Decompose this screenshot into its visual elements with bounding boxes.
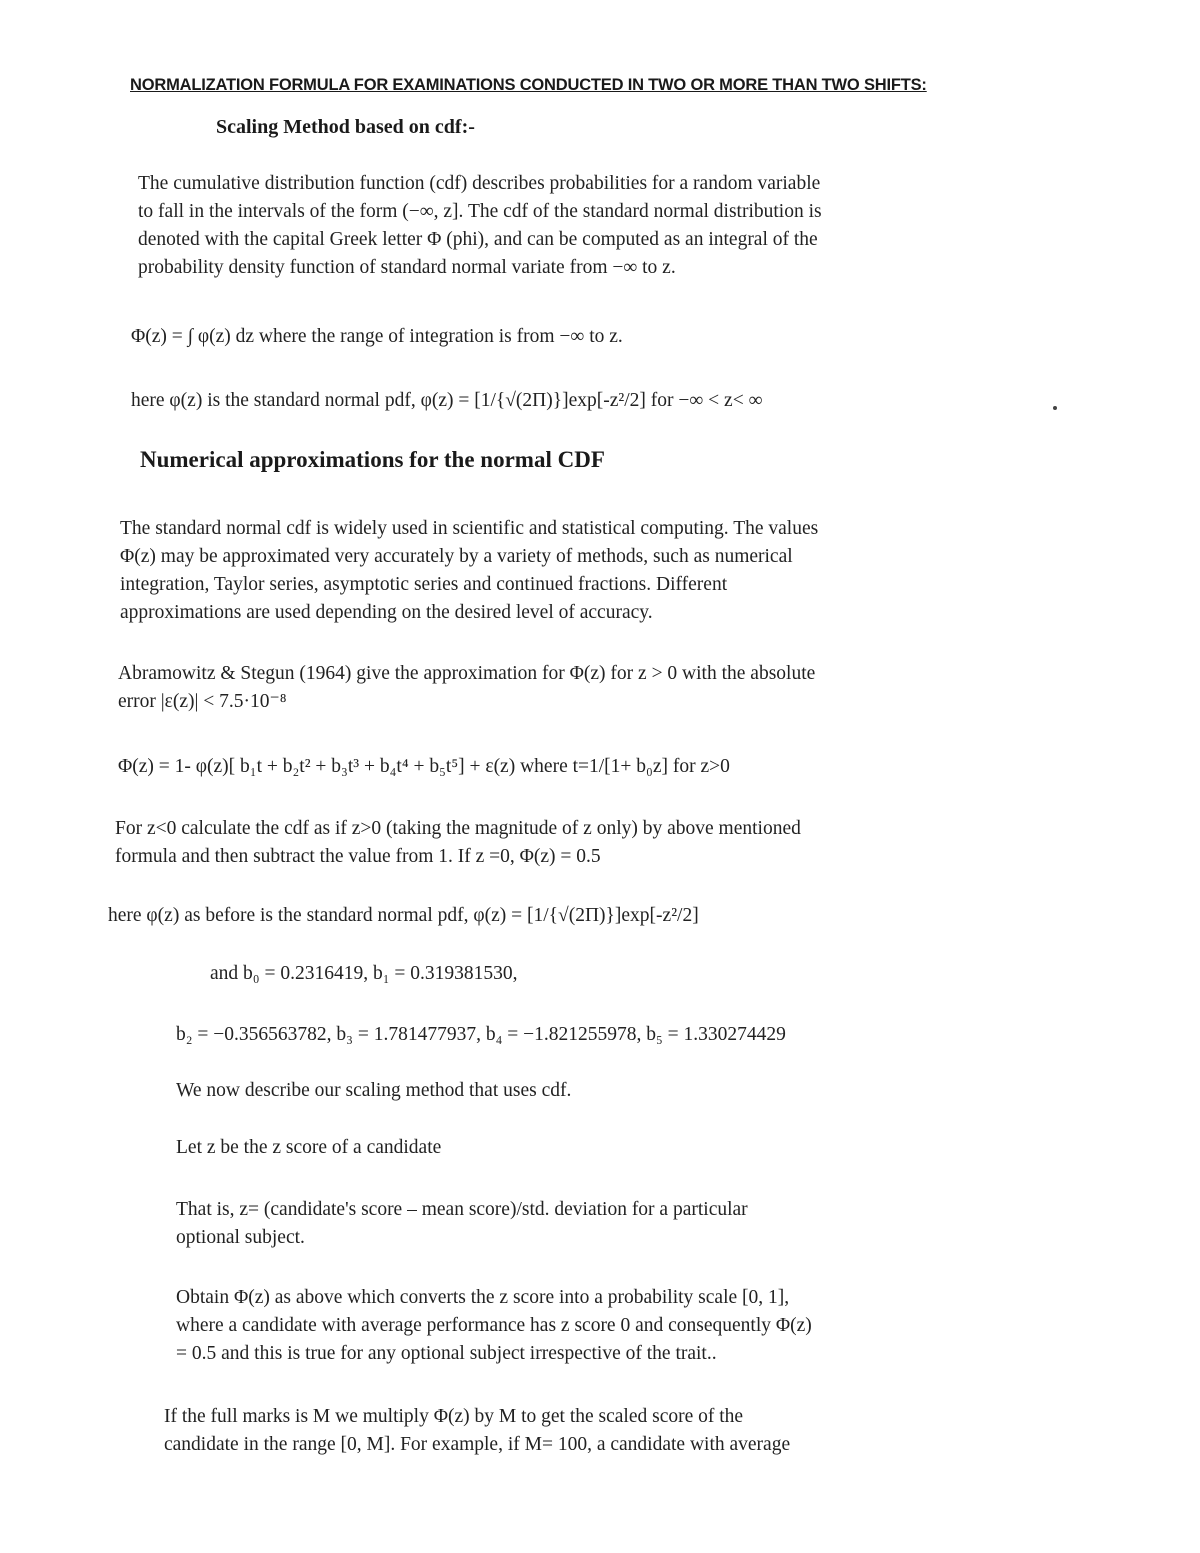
obtain-line: Obtain Φ(z) as above which converts the z score into a probability scale [0, 1], <box>176 1287 790 1308</box>
abramowitz-line: Abramowitz & Stegun (1964) give the approximation for Φ(z) for z > 0 with the absolute <box>118 663 816 684</box>
subtitle-scaling-method: Scaling Method based on cdf:- <box>216 116 475 138</box>
cdf-line: probability density function of standard normal variate from −∞ to z. <box>138 257 676 278</box>
abramowitz-line: error |ε(z)| < 7.5·10⁻⁸ <box>118 691 287 712</box>
coefficients-line-1: and b₀ = 0.2316419, b₁ = 0.319381530, <box>210 963 518 984</box>
negative-z-paragraph <box>115 815 801 871</box>
cdf-line: The cumulative distribution function (cdf) describes probabilities for a random variable <box>138 173 821 194</box>
approx-line: The standard normal cdf is widely used in scientific and statistical computing. The values <box>120 518 819 539</box>
z-score-line: That is, z= (candidate's score – mean score)/std. deviation for a particular <box>176 1199 748 1220</box>
full-marks-line: If the full marks is M we multiply Φ(z) by M to get the scaled score of the <box>164 1406 744 1427</box>
approx-line: Φ(z) may be approximated very accurately by a variety of methods, such as numerical <box>120 546 793 567</box>
scan-speck <box>1053 406 1057 410</box>
cdf-paragraph <box>138 170 822 282</box>
abramowitz-paragraph <box>118 660 815 716</box>
coefficients-line-2: b₂ = −0.356563782, b₃ = 1.781477937, b₄ = −1.821255978, b₅ = 1.330274429 <box>176 1024 786 1045</box>
pdf-definition: here φ(z) is the standard normal pdf, φ(z) = [1/{√(2Π)}]exp[-z²/2] for −∞ < z< ∞ <box>131 390 763 411</box>
approx-line: integration, Taylor series, asymptotic series and continued fractions. Different <box>120 574 728 595</box>
negative-z-line: For z<0 calculate the cdf as if z>0 (taking the magnitude of z only) by above mentioned <box>115 818 801 839</box>
describe-method-line: We now describe our scaling method that uses cdf. <box>176 1080 572 1101</box>
cdf-line: denoted with the capital Greek letter Φ (phi), and can be computed as an integral of the <box>138 229 818 250</box>
cdf-line: to fall in the intervals of the form (−∞, z]. The cdf of the standard normal distribution is <box>138 201 822 222</box>
z-score-definition <box>176 1196 748 1252</box>
document-title: NORMALIZATION FORMULA FOR EXAMINATIONS CONDUCTED IN TWO OR MORE THAN TWO SHIFTS: <box>130 76 927 94</box>
negative-z-line: formula and then subtract the value from 1. If z =0, Φ(z) = 0.5 <box>115 846 601 867</box>
z-score-line: optional subject. <box>176 1227 305 1248</box>
let-z-line: Let z be the z score of a candidate <box>176 1137 442 1158</box>
approximation-paragraph <box>120 515 818 627</box>
section-title-numerical-approximations: Numerical approximations for the normal CDF <box>140 447 605 472</box>
approximation-formula: Φ(z) = 1- φ(z)[ b₁t + b₂t² + b₃t³ + b₄t⁴ + b₅t⁵] + ε(z) where t=1/[1+ b₀z] for z>0 <box>118 756 730 777</box>
approx-line: approximations are used depending on the desired level of accuracy. <box>120 602 653 623</box>
obtain-line: = 0.5 and this is true for any optional subject irrespective of the trait.. <box>176 1343 717 1364</box>
obtain-phi-paragraph <box>176 1284 812 1368</box>
obtain-line: where a candidate with average performance has z score 0 and consequently Φ(z) <box>176 1315 812 1336</box>
phi-definition: Φ(z) = ∫ φ(z) dz where the range of integration is from −∞ to z. <box>131 326 623 347</box>
full-marks-paragraph <box>164 1403 790 1459</box>
pdf-restated: here φ(z) as before is the standard normal pdf, φ(z) = [1/{√(2Π)}]exp[-z²/2] <box>108 905 699 926</box>
full-marks-line: candidate in the range [0, M]. For example, if M= 100, a candidate with average <box>164 1434 791 1455</box>
